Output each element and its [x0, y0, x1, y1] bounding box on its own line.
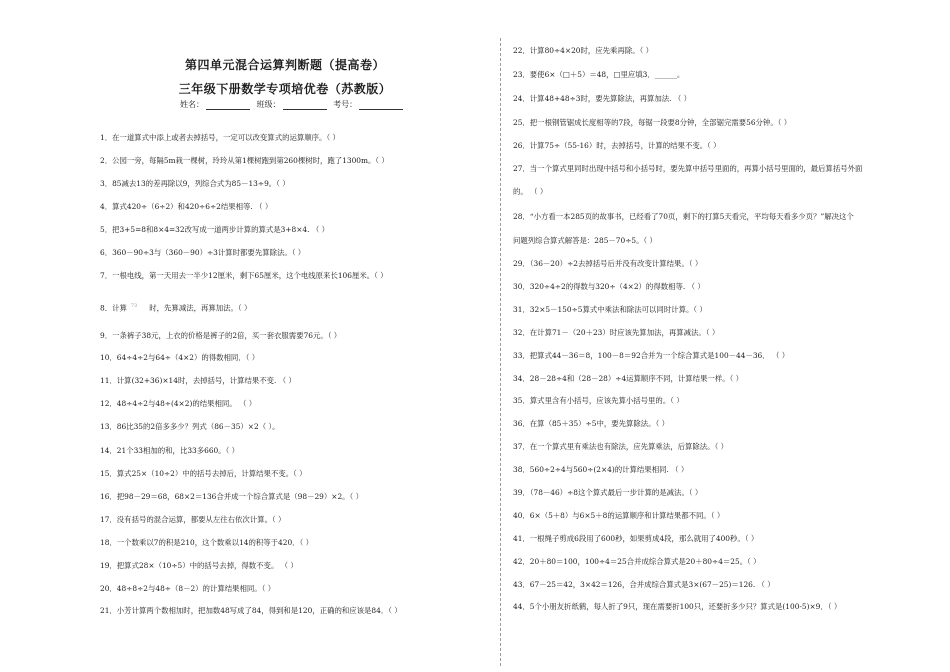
- question-8: [100, 301, 251, 313]
- question-40: 40．6×（5＋8）与6×5＋8的运算顺序和计算结果都不同。（ ）: [513, 511, 725, 520]
- question-43: 43．67－25＝42，3×42＝126，合并成综合算式是3×(67－25)＝126. （ ）: [513, 580, 775, 589]
- question-16: 16．把98－29＝68，68×2＝136合并成一个综合算式是（98－29）×2。（ ）: [100, 492, 363, 501]
- question-7: 7．一根电线，第一天用去一半少12厘米，剩下65厘米，这个电线原来长106厘米。（ ）: [100, 271, 388, 280]
- question-35: 35．算式里含有小括号，应该先算小括号里的。（ ）: [513, 396, 684, 405]
- question-29: 29．（36－20）÷2去掉括号后并没有改变计算结果。（ ）: [513, 259, 703, 268]
- question-5: 5．把3+5=8和8×4=32改写成一道两步计算的算式是3+8×4. （ ）: [100, 225, 329, 234]
- question-41: 41．一根绳子剪成6段用了600秒，如果剪成4段，那么就用了400秒。（ ）: [513, 534, 759, 543]
- question-3: 3．85减去13的差再除以9，列综合式为85－13÷9。（ ）: [100, 179, 290, 188]
- class-label: 班级：: [256, 100, 281, 109]
- question-10: 10．64÷4÷2与64÷（4×2）的得数相同．（ ）: [100, 353, 260, 362]
- question-26: 26．计算75÷（55-16）时，去掉括号，计算的结果不变。（ ）: [513, 141, 721, 150]
- question-24: 24．计算48+48÷3时，要先算除法，再算加法. （ ）: [513, 94, 691, 103]
- exam-number-label: 考号：: [333, 100, 358, 109]
- question-33: 33．把算式44－36＝8，100－8＝92合并为一个综合算式是100－44－36． （ ）: [513, 351, 790, 360]
- question-17: 17．没有括号的混合运算，都要从左往右依次计算。（ ）: [100, 515, 286, 524]
- question-11: 11．计算(32+36)×14时，去掉括号，计算结果不变. （ ）: [100, 376, 296, 385]
- question-2: 2．公园一旁，每隔5m栽一棵树，玲玲从第1棵树跑到第260棵树时，跑了1300m。（ ）: [100, 156, 389, 165]
- question-21: 21．小芳计算两个数相加时，把加数48写成了84，得到和是120，正确的和应该是84．（ ）: [100, 606, 402, 615]
- page-subtitle: 三年级下册数学专项培优卷（苏教版）: [178, 82, 392, 96]
- question-27-line2: 的。 （ ）: [513, 187, 548, 196]
- question-30: 30．320÷4÷2的得数与320÷（4×2）的得数相等. （ ）: [513, 282, 705, 291]
- question-1: 1．在一道算式中添上或者去掉括号，一定可以改变算式的运算顺序。（ ）: [100, 133, 340, 142]
- question-13: 13．86比35的2倍多多少？列式（86－35）×2（ ）。: [100, 422, 280, 431]
- faint-fraction: 73: [130, 303, 138, 309]
- question-19: 19．把算式28×（10÷5）中的括号去掉，得数不变。 （ ）: [100, 561, 298, 570]
- question-14: 14．21个33相加的和，比33多660。（ ）: [100, 446, 240, 455]
- column-divider: [500, 38, 501, 666]
- question-4: 4．算式420÷（6÷2）和420÷6÷2结果相等. （ ）: [100, 202, 273, 211]
- question-25: 25．把一根钢管锯成长度相等的7段，每锯一段要8分钟，全部锯完需要56分钟。（ ）: [513, 118, 792, 127]
- question-8-end: 时，先算减法，再算加法。（ ）: [149, 303, 252, 313]
- question-27-line1: 27．当一个算式里同时出现中括号和小括号时，要先算中括号里面的，再算小括号里面的，最后算括号外面: [513, 164, 863, 173]
- name-blank[interactable]: [206, 101, 250, 110]
- question-38: 38．560÷2÷4与560÷(2×4)的计算结果相同. （ ）: [513, 465, 689, 474]
- question-15: 15．算式25×（10÷2）中的括号去掉后，计算结果不变。（ ）: [100, 469, 307, 478]
- question-9: 9．一条裤子38元，上衣的价格是裤子的2倍，买一套衣服需要76元。（ ）: [100, 331, 342, 340]
- question-23: 23．要使6×（□＋5）＝48，□里应填3．______。: [513, 70, 685, 79]
- question-20: 20．48÷8÷2与48÷（8－2）的计算结果相同。（ ）: [100, 584, 276, 593]
- question-18: 18．一个数乘以7的积是210，这个数乘以14的积等于420．（ ）: [100, 538, 313, 547]
- question-8-start: 8．计算: [100, 303, 127, 313]
- class-blank[interactable]: [283, 101, 327, 110]
- question-44: 44．5个小朋友折纸鹤，每人折了9只，现在需要折100只，还要折多少只？算式是(100-5)×9．（ ）: [513, 602, 842, 611]
- name-label: 姓名：: [180, 100, 204, 109]
- page-title: 第四单元混合运算判断题（提高卷）: [184, 58, 385, 72]
- question-34: 34．28－28÷4和（28－28）÷4运算顺序不同，计算结果一样。（ ）: [513, 374, 744, 383]
- question-42: 42．20＋80＝100，100÷4＝25合并成综合算式是20＋80÷4＝25。（ ）: [513, 557, 761, 566]
- question-37: 37．在一个算式里有乘法也有除法，应先算乘法，后算除法。（ ）: [513, 442, 728, 451]
- question-32: 32．在计算71－（20＋23）时应该先算加法，再算减法。（ ）: [513, 328, 720, 337]
- student-info: [180, 99, 407, 110]
- question-39: 39．（78－46）÷8这个算式最后一步计算的是减法。（ ）: [513, 488, 703, 497]
- question-6: 6．360－90÷3与（360－90）÷3计算时都要先算除法。（ ）: [100, 248, 306, 257]
- question-28-line2: 问题列综合算式解答是：285－70÷5。（ ）: [513, 236, 657, 245]
- question-28-line1: 28．“小方看一本285页的故事书，已经看了70页，剩下的打算5天看完，平均每天看多少页？”解决这个: [513, 212, 854, 221]
- exam-number-blank[interactable]: [359, 101, 403, 110]
- question-36: 36．在算（85＋35）÷5中，要先算除法。（ ）: [513, 419, 670, 428]
- question-31: 31．32×5－150÷5算式中乘法和除法可以同时计算。（ ）: [513, 305, 707, 314]
- question-12: 12．48÷4÷2与48÷(4×2)的结果相同。 （ ）: [100, 399, 257, 408]
- question-22: 22．计算80÷4×20时，应先乘再除。（ ）: [513, 46, 654, 55]
